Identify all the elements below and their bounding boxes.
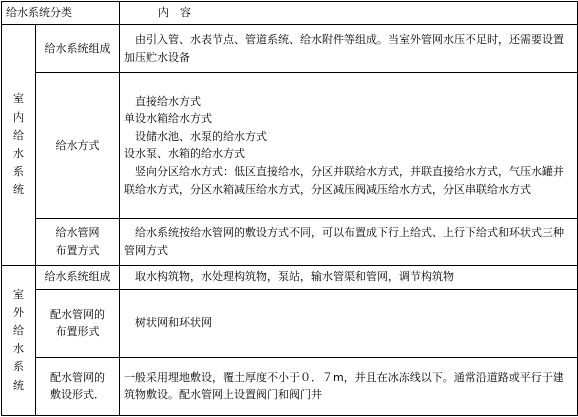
- row-category: 配水管网的 布置形式: [36, 289, 120, 357]
- header-content-cell: [120, 2, 578, 25]
- row-category: 配水管网的 敷设形式．: [36, 357, 120, 415]
- outdoor-section-label: 室 外 给 水 系 统: [2, 265, 36, 415]
- row-content: 取水构筑物，水处理构筑物，泵站，输水管渠和管网，调节构筑物: [120, 265, 578, 289]
- row-content: 由引入管、水表节点、管道系统、给水附件等组成。当室外管网水压不足时，还需要设置加压贮水设备: [120, 25, 578, 73]
- header-classification: 给水系统分类: [6, 6, 72, 20]
- water-supply-classification-table: [1, 1, 578, 416]
- table-row: [2, 357, 578, 415]
- header-content: 内 容: [158, 6, 191, 20]
- row-content: 一般采用埋地敷设，覆土厚度不小于０．７m，并且在冰冻线以下。通常沿道路或平行于建筑物敷设。配水管网上设置阀门和阀门井: [120, 357, 578, 415]
- table-row: [2, 218, 578, 265]
- table-row: [2, 25, 578, 73]
- indoor-section-label: 室 内 给 水 系 统: [2, 25, 36, 266]
- row-category: 给水管网 布置方式: [36, 218, 120, 265]
- row-content: 树状网和环状网: [120, 289, 578, 357]
- row-content: 直接给水方式 单设水箱给水方式 设储水池、水泵的给水方式 设水泵、水箱的给水方式 竖向分区给水方式：低区直接给水，分区并联给水方式，并联直接给水方式，气压水罐并联给水方式，分区水箱减压给水方式，分区减压阀减压给水方式，分区串联给水方式: [120, 73, 578, 218]
- table-row: [2, 73, 578, 218]
- row-content: 给水系统按给水管网的敷设方式不同，可以布置成下行上给式、上行下给式和环状式三种管网方式: [120, 218, 578, 265]
- table-row: [2, 265, 578, 289]
- row-category: 给水方式: [36, 73, 120, 218]
- table-header-row: [2, 2, 578, 25]
- row-category: 给水系统组成: [36, 265, 120, 289]
- header-classification-cell: [2, 2, 120, 25]
- table-row: [2, 289, 578, 357]
- row-category: 给水系统组成: [36, 25, 120, 73]
